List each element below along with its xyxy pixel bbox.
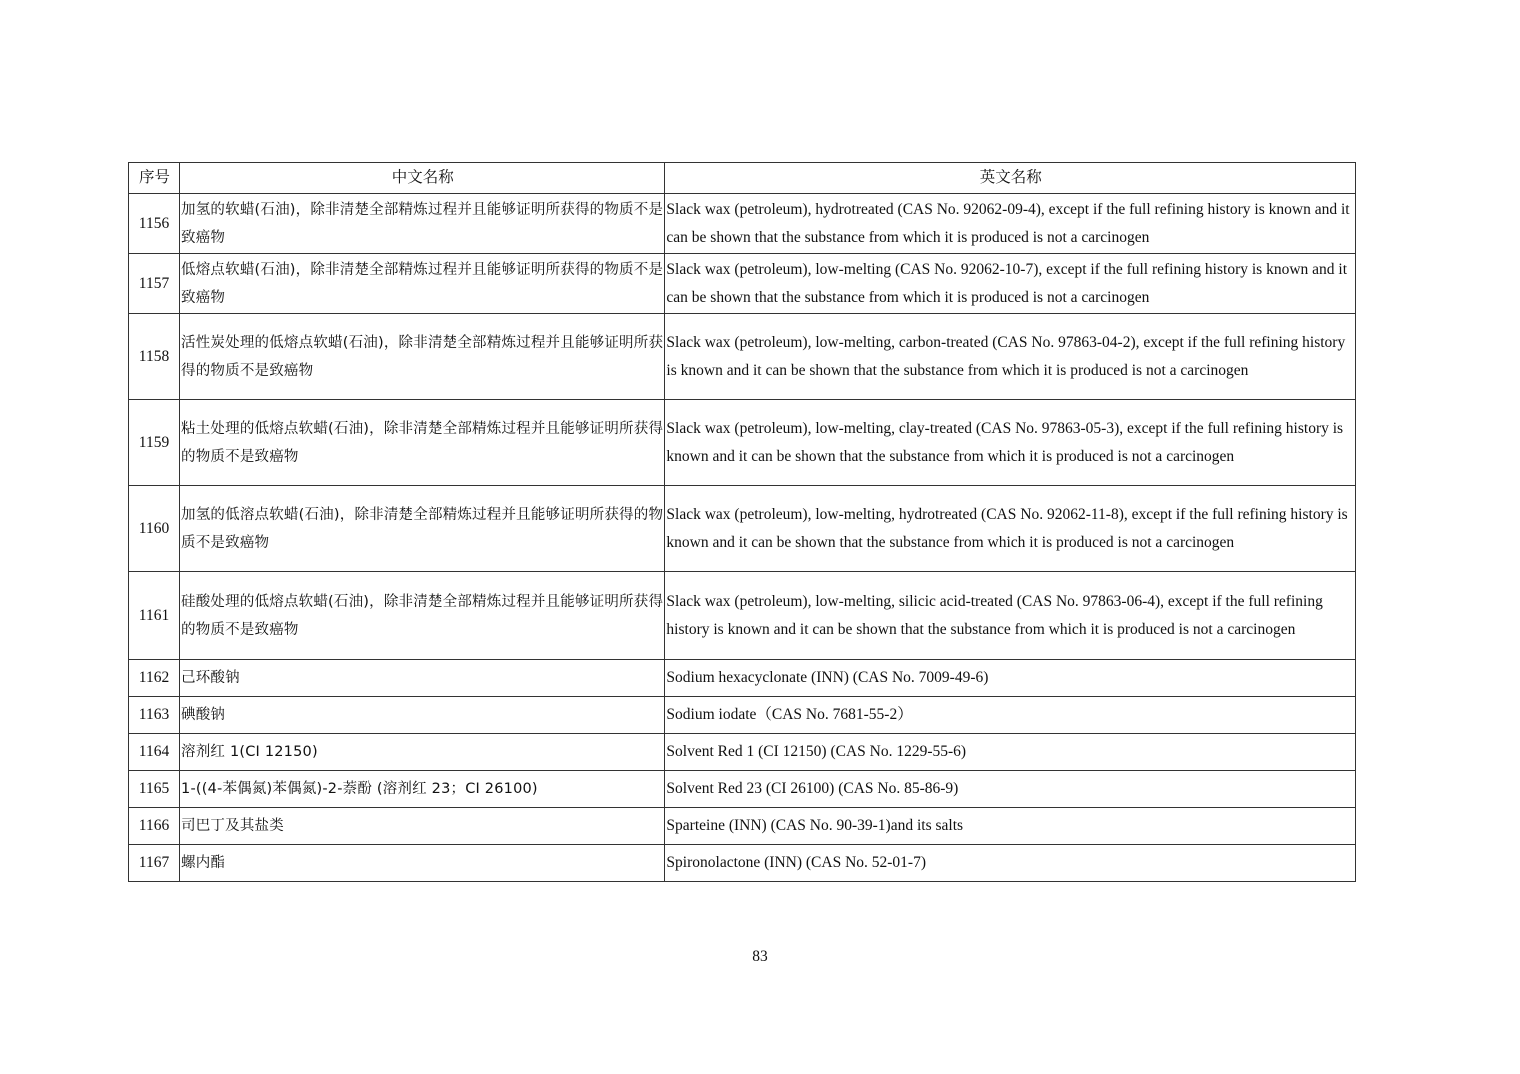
table-row: [129, 660, 1356, 697]
header-english-name: 英文名称: [665, 163, 1356, 194]
table-row: [129, 734, 1356, 771]
row-number: 1156: [129, 194, 180, 254]
row-chinese-name: 加氢的低溶点软蜡(石油)，除非清楚全部精炼过程并且能够证明所获得的物质不是致癌物: [180, 486, 665, 572]
row-chinese-name: 低熔点软蜡(石油)，除非清楚全部精炼过程并且能够证明所获得的物质不是致癌物: [180, 254, 665, 314]
row-chinese-name: 1-((4-苯偶氮)苯偶氮)-2-萘酚 (溶剂红 23；CI 26100): [180, 771, 665, 808]
table-row: [129, 697, 1356, 734]
row-number: 1157: [129, 254, 180, 314]
page-number: 83: [752, 948, 768, 965]
row-chinese-name: 粘土处理的低熔点软蜡(石油)，除非清楚全部精炼过程并且能够证明所获得的物质不是致癌物: [180, 400, 665, 486]
row-chinese-name: 己环酸钠: [180, 660, 665, 697]
row-chinese-name: 螺内酯: [180, 845, 665, 882]
row-number: 1163: [129, 697, 180, 734]
row-english-name: Slack wax (petroleum), low-melting, clay-treated (CAS No. 97863-05-3), except if the full refining history is known and it can be shown that the substance from which it is produced is not a carcinogen: [665, 400, 1356, 486]
row-number: 1167: [129, 845, 180, 882]
row-english-name: Solvent Red 23 (CI 26100) (CAS No. 85-86-9): [665, 771, 1356, 808]
row-english-name: Sodium hexacyclonate (INN) (CAS No. 7009-49-6): [665, 660, 1356, 697]
table-row: [129, 400, 1356, 486]
row-number: 1162: [129, 660, 180, 697]
substances-table: [128, 162, 1356, 882]
row-english-name: Slack wax (petroleum), low-melting, silicic acid-treated (CAS No. 97863-06-4), except if the full refining history is known and it can be shown that the substance from which it is produced is not a carcinogen: [665, 572, 1356, 660]
row-english-name: Slack wax (petroleum), low-melting, hydrotreated (CAS No. 92062-11-8), except if the full refining history is known and it can be shown that the substance from which it is produced is not a carcinogen: [665, 486, 1356, 572]
table-row: [129, 194, 1356, 254]
table-row: [129, 808, 1356, 845]
header-chinese-name: 中文名称: [180, 163, 665, 194]
row-chinese-name: 活性炭处理的低熔点软蜡(石油)，除非清楚全部精炼过程并且能够证明所获得的物质不是致癌物: [180, 314, 665, 400]
row-english-name: Spironolactone (INN) (CAS No. 52-01-7): [665, 845, 1356, 882]
row-english-name: Sodium iodate（CAS No. 7681-55-2）: [665, 697, 1356, 734]
row-number: 1165: [129, 771, 180, 808]
row-number: 1160: [129, 486, 180, 572]
row-english-name: Solvent Red 1 (CI 12150) (CAS No. 1229-55-6): [665, 734, 1356, 771]
table-header-row: [129, 163, 1356, 194]
row-english-name: Sparteine (INN) (CAS No. 90-39-1)and its salts: [665, 808, 1356, 845]
table-row: [129, 771, 1356, 808]
header-serial-number: 序号: [129, 163, 180, 194]
table-row: [129, 314, 1356, 400]
row-english-name: Slack wax (petroleum), hydrotreated (CAS No. 92062-09-4), except if the full refining history is known and it can be shown that the substance from which it is produced is not a carcinogen: [665, 194, 1356, 254]
row-chinese-name: 溶剂红 1(CI 12150): [180, 734, 665, 771]
row-number: 1158: [129, 314, 180, 400]
table-row: [129, 486, 1356, 572]
row-english-name: Slack wax (petroleum), low-melting, carbon-treated (CAS No. 97863-04-2), except if the full refining history is known and it can be shown that the substance from which it is produced is not a carcinogen: [665, 314, 1356, 400]
row-number: 1166: [129, 808, 180, 845]
row-chinese-name: 碘酸钠: [180, 697, 665, 734]
row-number: 1161: [129, 572, 180, 660]
table-row: [129, 845, 1356, 882]
row-english-name: Slack wax (petroleum), low-melting (CAS No. 92062-10-7), except if the full refining history is known and it can be shown that the substance from which it is produced is not a carcinogen: [665, 254, 1356, 314]
row-chinese-name: 司巴丁及其盐类: [180, 808, 665, 845]
table-row: [129, 254, 1356, 314]
row-chinese-name: 硅酸处理的低熔点软蜡(石油)，除非清楚全部精炼过程并且能够证明所获得的物质不是致癌物: [180, 572, 665, 660]
row-chinese-name: 加氢的软蜡(石油)，除非清楚全部精炼过程并且能够证明所获得的物质不是致癌物: [180, 194, 665, 254]
row-number: 1164: [129, 734, 180, 771]
table-row: [129, 572, 1356, 660]
row-number: 1159: [129, 400, 180, 486]
